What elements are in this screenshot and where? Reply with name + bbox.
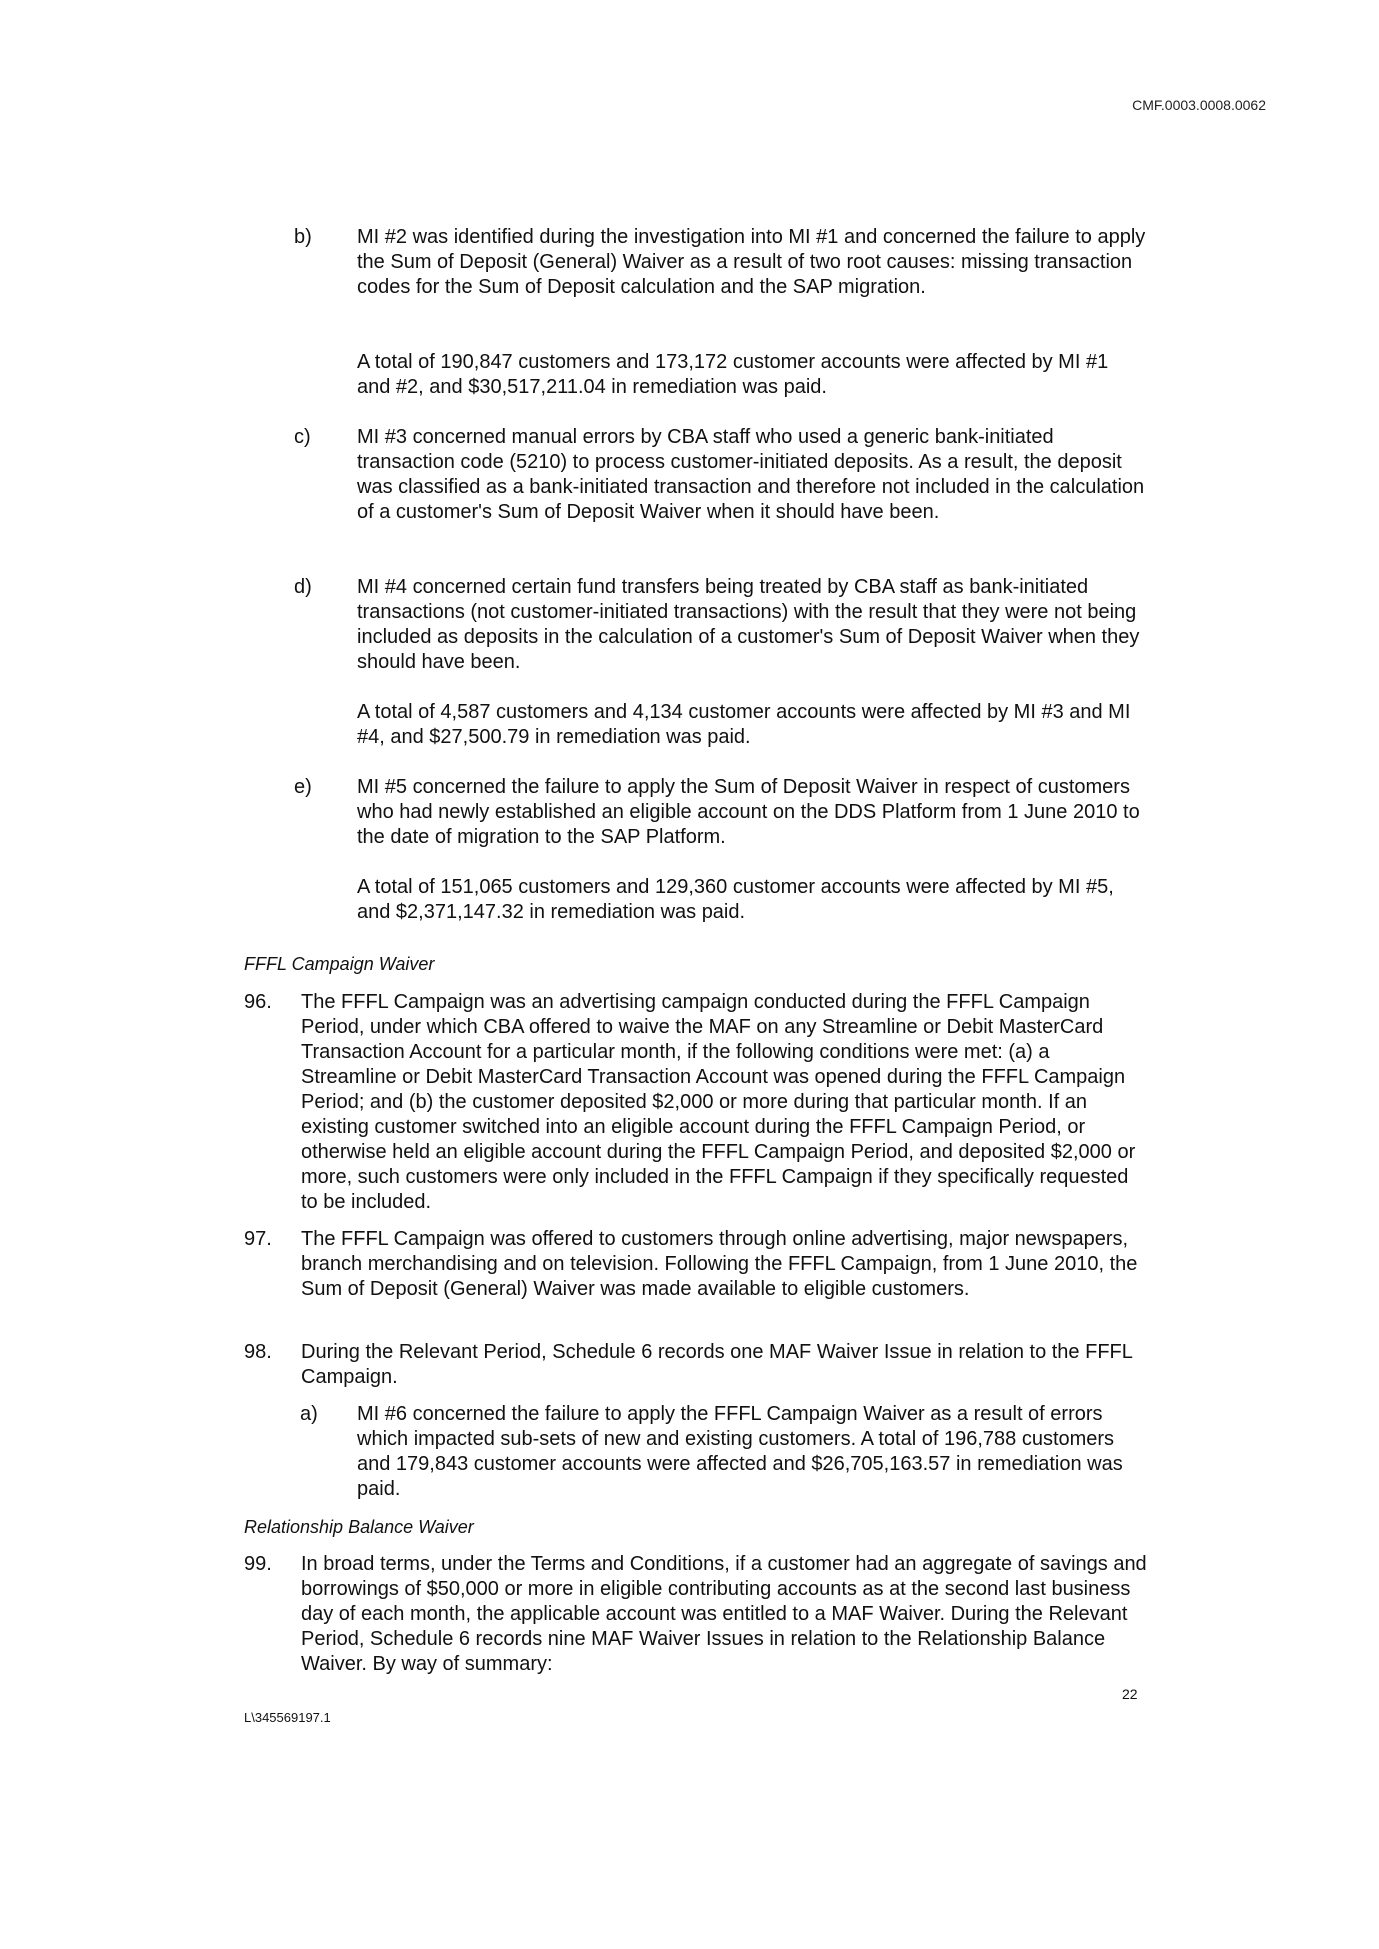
- list-item-text: MI #5 concerned the failure to apply the Sum of Deposit Waiver in respect of customers who had newly established an eligible account on the DDS Platform from 1 June 2010 to the date of migration to the SAP Platform.: [357, 776, 1140, 848]
- paragraph: A total of 190,847 customers and 173,172 customer accounts were affected by MI #1 and #2, and $30,517,211.04 in remediation was paid.: [357, 351, 1109, 398]
- document-id: CMF.0003.0008.0062: [1132, 97, 1266, 113]
- paragraph-text: The FFFL Campaign was an advertising campaign conducted during the FFFL Campaign Period, under which CBA offered to waive the MAF on any Streamline or Debit MasterCard Transaction Account for a particular month, if the following conditions were met: (a) a Streamline or Debit MasterCard Transaction Account was opened during the FFFL Campaign Period; and (b) the customer deposited $2,000 or more during that particular month. If an existing customer switched into an eligible account during the FFFL Campaign Period, or otherwise held an eligible account during the FFFL Campaign Period, and deposited $2,000 or more, such customers were only included in the FFFL Campaign if they specifically requested to be included.: [301, 991, 1136, 1213]
- list-marker: b): [294, 226, 312, 248]
- paragraph-text: In broad terms, under the Terms and Conditions, if a customer had an aggregate of savings and borrowings of $50,000 or more in eligible contributing accounts as at the second last business day of each month, the applicable account was entitled to a MAF Waiver. During the Relevant Period, Schedule 6 records nine MAF Waiver Issues in relation to the Relationship Balance Waiver. By way of summary:: [301, 1553, 1147, 1675]
- paragraph-number: 97.: [244, 1228, 272, 1250]
- list-item-text: MI #4 concerned certain fund transfers being treated by CBA staff as bank-initiated transactions (not customer-initiated transactions) with the result that they were not being included as deposits in the calculation of a customer's Sum of Deposit Waiver when they should have been.: [357, 576, 1140, 673]
- paragraph: A total of 151,065 customers and 129,360 customer accounts were affected by MI #5, and $2,371,147.32 in remediation was paid.: [357, 876, 1114, 923]
- list-marker: d): [294, 576, 312, 598]
- section-heading-fffl: FFFL Campaign Waiver: [244, 954, 435, 974]
- list-marker: c): [294, 426, 311, 448]
- paragraph: A total of 4,587 customers and 4,134 customer accounts were affected by MI #3 and MI #4, and $27,500.79 in remediation was paid.: [357, 701, 1131, 748]
- list-marker: a): [300, 1403, 318, 1425]
- section-heading-relationship-balance: Relationship Balance Waiver: [244, 1517, 474, 1537]
- list-marker: e): [294, 776, 312, 798]
- list-item-text: MI #2 was identified during the investigation into MI #1 and concerned the failure to apply the Sum of Deposit (General) Waiver as a result of two root causes: missing transaction codes for the Sum of Deposit calculation and the SAP migration.: [357, 226, 1146, 298]
- list-item-text: MI #3 concerned manual errors by CBA staff who used a generic bank-initiated transaction code (5210) to process customer-initiated deposits. As a result, the deposit was classified as a bank-initiated transaction and therefore not included in the calculation of a customer's Sum of Deposit Waiver when it should have been.: [357, 426, 1145, 523]
- paragraph-number: 96.: [244, 991, 272, 1013]
- document-reference: L\345569197.1: [244, 1710, 331, 1725]
- list-item-text: MI #6 concerned the failure to apply the FFFL Campaign Waiver as a result of errors which impacted sub-sets of new and existing customers. A total of 196,788 customers and 179,843 customer accounts were affected and $26,705,163.57 in remediation was paid.: [357, 1403, 1123, 1500]
- paragraph-number: 98.: [244, 1341, 272, 1363]
- page-number: 22: [1122, 1686, 1138, 1702]
- paragraph-number: 99.: [244, 1553, 272, 1575]
- paragraph-text: The FFFL Campaign was offered to customers through online advertising, major newspapers, branch merchandising and on television. Following the FFFL Campaign, from 1 June 2010, the Sum of Deposit (General) Waiver was made available to eligible customers.: [301, 1228, 1138, 1300]
- paragraph-text: During the Relevant Period, Schedule 6 records one MAF Waiver Issue in relation to the FFFL Campaign.: [301, 1341, 1133, 1388]
